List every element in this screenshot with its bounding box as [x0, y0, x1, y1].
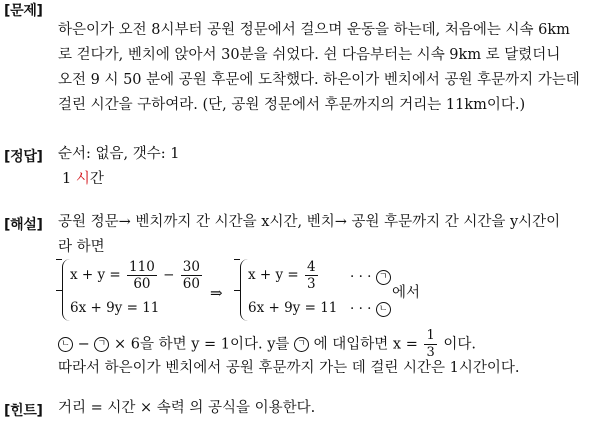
frac-num: 1 [426, 328, 435, 343]
answer-value [58, 167, 588, 192]
calc-part: 에 대입하면 x = [313, 336, 418, 353]
system2-eq2: 6x + 9y = 11 [248, 300, 338, 316]
system2-eq1-left: x + y = [248, 267, 299, 283]
frac-num: 30 [182, 259, 200, 275]
answer-tag: [정답] [4, 149, 43, 165]
system2-eq2-tag [350, 302, 391, 317]
explanation-tag: [해설] [4, 217, 43, 233]
hint-tag: [힌트] [4, 403, 43, 419]
system1-eq1-left: x + y = [70, 267, 121, 283]
dots: · · · [350, 301, 372, 317]
frac-den: 3 [426, 345, 435, 360]
problem-line: 하은이가 오전 8시부터 공원 정문에서 걸으며 운동을 하는데, 처음에는 시속 6km [58, 22, 570, 38]
system1-eq1 [70, 259, 204, 292]
circled-mark-1: ㄱ [94, 337, 109, 352]
explanation-line1: 공원 정문→ 벤치까지 간 시간을 x시간, 벤치→ 공원 후문까지 간 시간을 y시간이 [58, 214, 561, 230]
answer-meta: 순서: 없음, 갯수: 1 [58, 146, 180, 162]
dots: · · · [350, 269, 372, 285]
system2-eq1 [248, 259, 320, 292]
calc-part: 이다. [443, 336, 476, 353]
frac-num: 4 [307, 259, 316, 275]
fraction [181, 259, 202, 292]
problem-tag: [문제] [4, 3, 43, 19]
frac-den: 60 [133, 276, 151, 292]
system2-suffix: 에서 [392, 285, 421, 301]
problem-line: 로 걷다가, 벤치에 앉아서 30분을 쉬었다. 쉰 다음부터는 시속 9km 로 달렸더니 [58, 47, 561, 63]
explanation-line2: 라 하면 [58, 239, 105, 255]
explanation-body [58, 210, 588, 260]
problem-line: 걸린 시간을 구하여라. (단, 공원 정문에서 후문까지의 거리는 11km이다.) [58, 97, 526, 113]
calc-part: × 6을 하면 y = 1이다. y를 [113, 336, 295, 353]
system1-eq2: 6x + 9y = 11 [70, 300, 160, 316]
frac-den: 60 [182, 276, 200, 292]
circled-mark-2: ㄴ [376, 302, 391, 317]
answer-number: 1 [62, 171, 72, 187]
fraction [305, 259, 318, 292]
problem-text [58, 18, 588, 118]
system2-eq1-tag [350, 270, 391, 285]
answer-unit-rest: 간 [89, 171, 104, 187]
fraction [127, 259, 157, 292]
problem-line: 오전 9 시 50 분에 공원 후문에 도착했다. 하은이가 벤치에서 공원 후문까지 가는데 [58, 72, 580, 88]
frac-den: 3 [307, 276, 316, 292]
calc-part: − [77, 336, 95, 353]
hint-text: 거리 = 시간 × 속력 의 공식을 이용한다. [58, 400, 316, 416]
implies-arrow: ⇒ [210, 284, 223, 302]
conclusion: 따라서 하은이가 벤치에서 공원 후문까지 가는 데 걸린 시간은 1시간이다. [58, 360, 520, 376]
minus-sign: − [163, 267, 175, 283]
answer-body [58, 142, 588, 192]
circled-mark-2: ㄴ [58, 337, 73, 352]
circled-mark-1: ㄱ [376, 270, 391, 285]
frac-num: 110 [129, 259, 155, 275]
circled-mark-1: ㄱ [294, 337, 309, 352]
answer-unit-red: 시 [75, 171, 90, 187]
